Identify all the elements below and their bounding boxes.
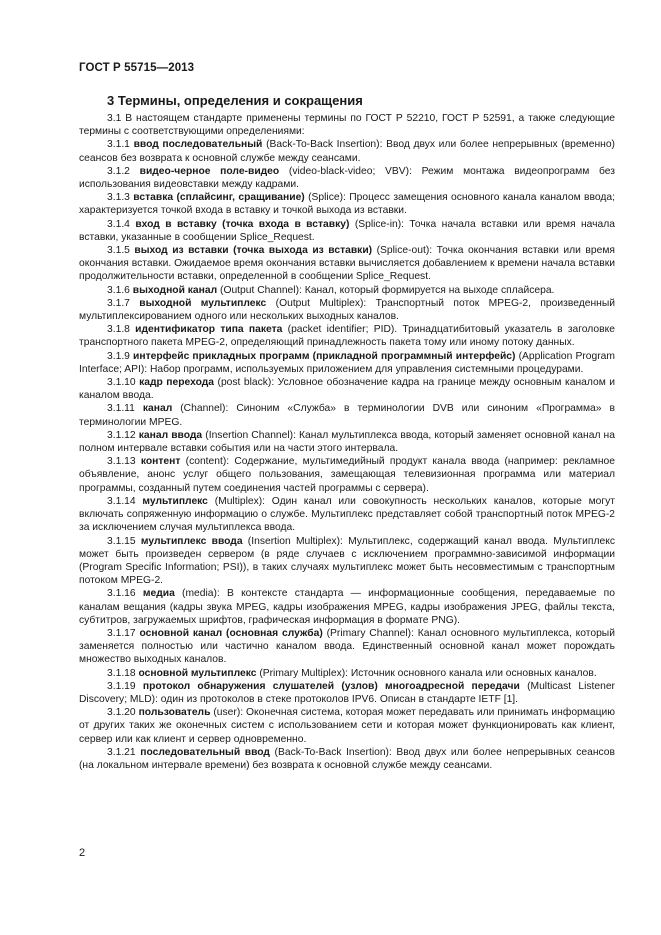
term-definition: (Back-To-Back Insertion): Ввод двух или более непрерывных (временно) сеансов без возврата к основной службе между сеансами. [79,139,615,164]
term-name: основной канал (основная служба) [139,627,323,639]
intro-paragraph [79,112,615,138]
term-entry [79,284,615,297]
term-name: видео-черное поле-видео [139,165,280,177]
term-definition: (media): В контексте стандарта — информационные сообщения, передаваемые по каналам вещания (кадры звука MPEG, кадры изображения MPEG, кадры изображения JPEG, файлы текста, субтитров, загружаемых шрифтов, графическая информация в формате PNG). [79,588,615,626]
section-title: 3 Термины, определения и сокращения [107,93,363,108]
document-body [79,112,615,772]
term-number: 3.1.13 [107,456,136,468]
term-name: канал [142,403,173,415]
term-definition: (Primary Multiplex): Источник основного канала или основных каналов. [259,667,597,679]
term-definition: (Output Channel): Канал, который формируется на выходе сплайсера. [220,284,555,296]
term-number: 3.1.7 [107,297,130,309]
term-number: 3.1.2 [107,165,130,177]
document-header: ГОСТ Р 55715—2013 [79,62,195,74]
term-entry [79,587,615,627]
term-name: контент [140,456,181,468]
term-entry [79,680,615,706]
page-number: 2 [79,847,86,859]
term-number: 3.1.4 [107,218,130,230]
term-name: выходной мультиплекс [139,297,267,309]
term-definition: (Primary Channel): Канал основного мультиплекса, который заменяется полностью или частично каналом ввода. Единственный основной канал может порождать множество выходных каналов. [79,627,615,666]
term-entry [79,376,615,402]
term-entry [79,191,615,217]
term-number: 3.1.5 [107,245,130,257]
term-name: пользователь [138,707,211,719]
term-name: вход в вставку (точка входа в вставку) [135,218,350,230]
term-number: 3.1.11 [107,403,135,415]
term-definition: (Splice-out): Точка окончания вставки или время окончания вставки. Ожидаемое время окончания вставки вычисляется добавлением к времени начала вставки продолжительности вставки, определенной в сообщении Splice_Request. [79,245,615,283]
term-definition: (Output Multiplex): Транспортный поток MPEG-2, произведенный мультиплексированием одного или нескольких выходных каналов. [79,297,615,323]
term-entry [79,138,615,164]
term-name: последовательный ввод [140,746,270,758]
term-name: выходной канал [132,284,218,296]
term-entry [79,455,615,495]
term-number: 3.1.18 [107,667,136,679]
term-list [79,138,615,772]
term-entry [79,297,615,323]
term-number: 3.1.14 [107,495,136,507]
term-definition: (Channel): Синоним «Служба» в терминологии DVB или синоним «Программа» в терминологии MPEG. [79,403,615,428]
term-definition: (Splice): Процесс замещения основного канала каналом ввода; характеризуется точкой входа в вставку и точкой выхода из вставки. [79,192,615,217]
term-definition: (Splice-in): Точка начала вставки или время начала вставки, указанные в сообщении Splice_Request. [79,218,615,243]
term-number: 3.1.17 [107,627,136,639]
term-number: 3.1.8 [107,324,130,336]
term-name: медиа [142,588,175,600]
term-name: мультиплекс [142,495,208,507]
term-name: идентификатор типа пакета [135,324,283,336]
term-number: 3.1.21 [107,746,136,758]
term-entry [79,495,615,535]
term-entry [79,535,615,588]
term-definition: (video-black-video; VBV): Режим монтажа видеопрограмм без использования видеовставки между кадрами. [79,165,615,191]
term-definition: (Insertion Channel): Канал мультиплекса ввода, который заменяет основной канал на полном интервале вставки события или на части этого интервала. [79,429,615,455]
term-definition: (post black): Условное обозначение кадра на границе между основным каналом и каналом ввода. [79,377,616,402]
term-definition: (content): Содержание, мультимедийный продукт канала ввода (например: рекламное объявление, анонс услуг общего пользования, замещающая телевизионная программа или материал программы, созданный путем соединения частей программы с сервера). [79,456,615,494]
term-number: 3.1.20 [107,707,136,719]
term-definition: (Insertion Multiplex): Мультиплекс, содержащий канал ввода. Мультиплекс может быть произведен сервером (в ряде случаев с исключением программно-зависимой информации (Program Specific Information; PSI)), в таких случаях мультиплекс может быть несовместимым с транспортным потоком MPEG-2. [79,535,615,587]
intro-text: В настоящем стандарте применены термины по ГОСТ Р 52210, ГОСТ Р 52591, а также следующие термины с соответствующими определениями: [79,113,615,138]
term-entry [79,244,615,284]
term-entry [79,350,615,376]
term-number: 3.1.12 [107,429,136,441]
term-number: 3.1.19 [107,680,136,692]
term-name: основной мультиплекс [138,667,257,679]
term-definition: (packet identifier; PID). Тринадцатибитовый указатель в заголовке транспортного пакета MPEG-2, определяющий принадлежность пакета тому или иному потоку данных. [79,324,615,349]
term-entry [79,429,615,455]
term-name: протокол обнаружения слушателей (узлов) многоадресной передачи [142,680,520,692]
term-number: 3.1.15 [107,535,136,547]
term-name: выход из вставки (точка выхода из вставки) [134,245,373,257]
term-name: канал ввода [138,429,203,441]
term-number: 3.1.9 [107,350,130,362]
term-number: 3.1.1 [107,139,130,151]
term-name: ввод последовательный [133,139,263,151]
term-definition: (Application Program Interface; API): Набор программ, используемых приложением для управления системными процедурами. [79,350,615,375]
term-number: 3.1.6 [107,284,130,296]
term-entry [79,323,615,349]
term-entry [79,627,615,667]
term-name: кадр перехода [139,377,215,389]
term-name: мультиплекс ввода [140,535,243,547]
term-entry [79,706,615,746]
term-number: 3.1.10 [107,377,136,389]
term-entry [79,218,615,244]
term-entry [79,165,615,191]
intro-number: 3.1 [107,113,122,124]
term-entry [79,667,615,680]
term-definition: (user): Оконечная система, которая может передавать или принимать информацию от других таких же оконечных систем с использованием сети и которая может функционировать как клиент, сервер или как клиент и сервер одновременно. [79,707,615,745]
term-definition: (Multicast Listener Discovery; MLD): один из протоколов в стеке протоколов IPV6. Описан в стандарте IETF [1]. [79,680,615,705]
term-name: интерфейс прикладных программ (прикладной программный интерфейс) [133,350,516,362]
term-definition: (Back-To-Back Insertion): Ввод двух или более непрерывных сеансов (на локальном интервале времени) без возврата к основной службе между сеансами. [79,746,615,771]
term-entry [79,746,615,772]
term-definition: (Multiplex): Один канал или совокупность нескольких каналов, которые могут включать сопряженную информацию о службе. Мультиплекс представляет собой транспортный поток MPEG-2 за исключением случая мультиплекса ввода. [79,495,615,534]
term-name: вставка (сплайсинг, сращивание) [133,192,305,204]
term-number: 3.1.16 [107,588,136,600]
term-entry [79,402,615,428]
term-number: 3.1.3 [107,192,130,204]
